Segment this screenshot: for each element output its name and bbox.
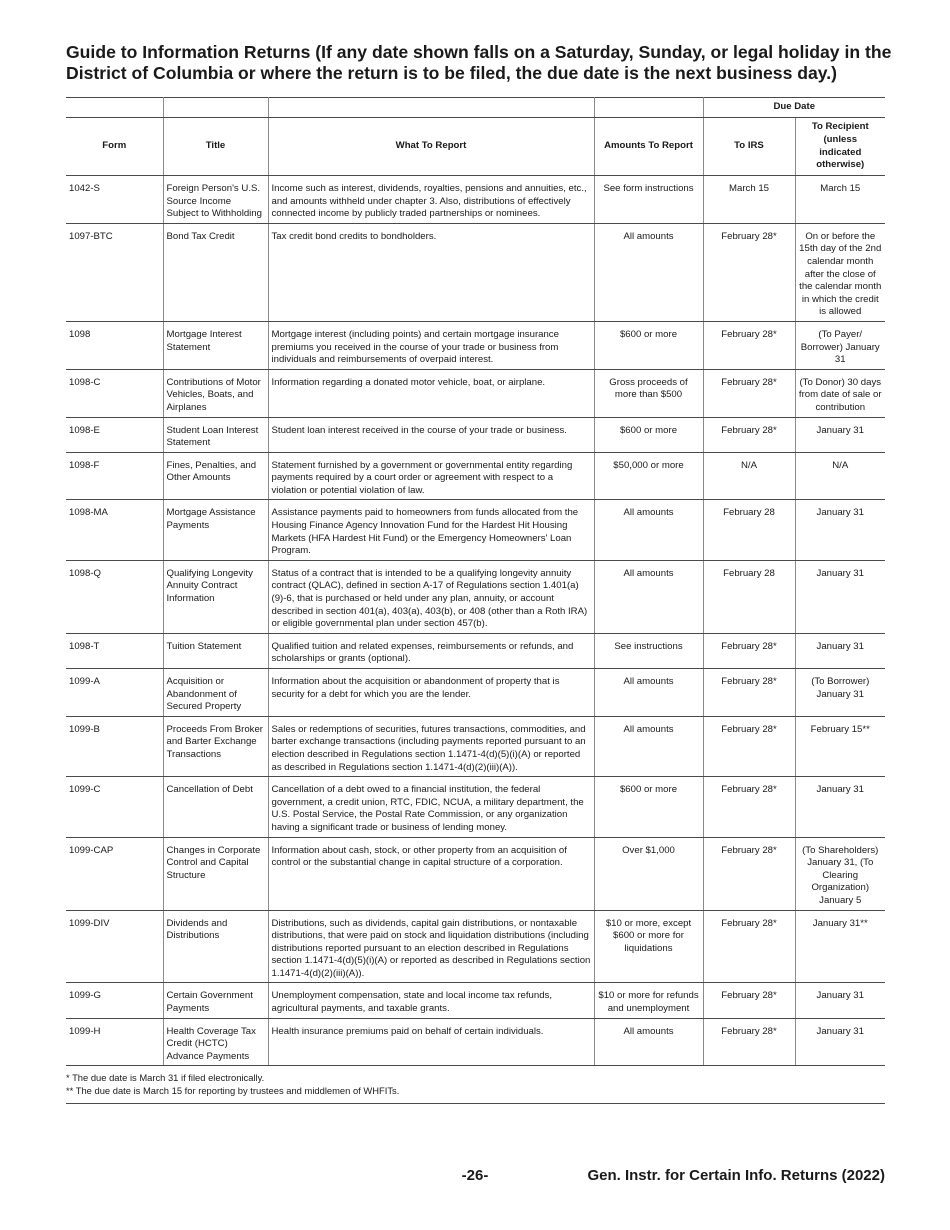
document-footer-title: Gen. Instr. for Certain Info. Returns (2022): [587, 1167, 885, 1184]
cell-form: 1098-T: [66, 633, 163, 668]
cell-due-to-irs: N/A: [703, 452, 795, 500]
table-row: [66, 560, 885, 633]
cell-amounts-to-report: $50,000 or more: [594, 452, 703, 500]
cell-form: 1097-BTC: [66, 223, 163, 321]
page-number: -26-: [461, 1167, 489, 1184]
table-row: [66, 910, 885, 983]
cell-due-to-irs: February 28*: [703, 837, 795, 910]
cell-amounts-to-report: See form instructions: [594, 176, 703, 224]
cell-what-to-report: Tax credit bond credits to bondholders.: [268, 223, 594, 321]
cell-title: Foreign Person's U.S. Source Income Subject to Withholding: [163, 176, 268, 224]
cell-form: 1099-A: [66, 669, 163, 717]
cell-due-to-irs: February 28*: [703, 777, 795, 837]
footnote-electronic-filing: * The due date is March 31 if filed electronically.: [66, 1072, 265, 1083]
cell-amounts-to-report: $10 or more for refunds and unemployment: [594, 983, 703, 1018]
column-header-what-to-report: What To Report: [268, 118, 594, 176]
cell-title: Qualifying Longevity Annuity Contract Information: [163, 560, 268, 633]
cell-amounts-to-report: $600 or more: [594, 321, 703, 369]
cell-what-to-report: Distributions, such as dividends, capital gain distributions, or nontaxable distributions, that were paid on stock and liquidation distributions (including distributions reported pursuant to an election described in Regulations section 1.1471-4(d)(5)(i)(A) or reported as described in Regulations section 1.1471-4(d)(2)(iii)(A)).: [268, 910, 594, 983]
cell-due-to-recipient: January 31: [795, 560, 885, 633]
cell-form: 1099-G: [66, 983, 163, 1018]
table-header-row: [66, 118, 885, 176]
cell-due-to-irs: February 28*: [703, 369, 795, 417]
cell-what-to-report: Information regarding a donated motor vehicle, boat, or airplane.: [268, 369, 594, 417]
cell-amounts-to-report: Gross proceeds of more than $500: [594, 369, 703, 417]
cell-due-to-recipient: (To Borrower) January 31: [795, 669, 885, 717]
cell-form: 1098: [66, 321, 163, 369]
cell-title: Student Loan Interest Statement: [163, 417, 268, 452]
column-header-amounts-to-report: Amounts To Report: [594, 118, 703, 176]
cell-amounts-to-report: Over $1,000: [594, 837, 703, 910]
cell-due-to-recipient: N/A: [795, 452, 885, 500]
cell-what-to-report: Status of a contract that is intended to be a qualifying longevity annuity contract (QLAC), defined in section A-17 of Regulations section 1.401(a)(9)-6, that is purchased or held under any plan, annuity, or account described in section 401(a), 403(a), 403(b), or 408 (other than a Roth IRA) or eligible governmental plan under section 457(b).: [268, 560, 594, 633]
cell-due-to-recipient: January 31: [795, 983, 885, 1018]
cell-form: 1098-MA: [66, 500, 163, 560]
cell-form: 1042-S: [66, 176, 163, 224]
cell-title: Health Coverage Tax Credit (HCTC) Advance Payments: [163, 1018, 268, 1066]
cell-due-to-recipient: February 15**: [795, 716, 885, 776]
footnote-whfit: ** The due date is March 15 for reporting by trustees and middlemen of WHFITs.: [66, 1085, 400, 1096]
cell-form: 1099-CAP: [66, 837, 163, 910]
cell-what-to-report: Cancellation of a debt owed to a financial institution, the federal government, a credit union, RTC, FDIC, NCUA, a military department, the U.S. Postal Service, the Postal Rate Commission, or any organization having a significant trade or business of lending money.: [268, 777, 594, 837]
cell-title: Bond Tax Credit: [163, 223, 268, 321]
cell-amounts-to-report: All amounts: [594, 716, 703, 776]
table-row: [66, 777, 885, 837]
table-row: [66, 417, 885, 452]
table-row: [66, 669, 885, 717]
footnote-divider: [66, 1103, 885, 1104]
cell-due-to-irs: February 28*: [703, 910, 795, 983]
cell-title: Acquisition or Abandonment of Secured Property: [163, 669, 268, 717]
table-row: [66, 500, 885, 560]
column-header-to-irs: To IRS: [703, 118, 795, 176]
cell-due-to-irs: February 28*: [703, 716, 795, 776]
cell-title: Tuition Statement: [163, 633, 268, 668]
table-row: [66, 1018, 885, 1066]
cell-form: 1099-B: [66, 716, 163, 776]
table-row: [66, 716, 885, 776]
table-row: [66, 452, 885, 500]
table-row: [66, 321, 885, 369]
cell-due-to-irs: February 28*: [703, 633, 795, 668]
table-row: [66, 176, 885, 224]
cell-title: Changes in Corporate Control and Capital Structure: [163, 837, 268, 910]
table-row: [66, 369, 885, 417]
cell-amounts-to-report: See instructions: [594, 633, 703, 668]
table-row: [66, 223, 885, 321]
cell-amounts-to-report: All amounts: [594, 1018, 703, 1066]
footnotes: [66, 1071, 885, 1097]
cell-title: Proceeds From Broker and Barter Exchange Transactions: [163, 716, 268, 776]
table-row: [66, 983, 885, 1018]
cell-amounts-to-report: All amounts: [594, 500, 703, 560]
cell-form: 1098-C: [66, 369, 163, 417]
cell-what-to-report: Student loan interest received in the course of your trade or business.: [268, 417, 594, 452]
cell-title: Certain Government Payments: [163, 983, 268, 1018]
cell-due-to-recipient: January 31: [795, 500, 885, 560]
cell-due-to-recipient: On or before the 15th day of the 2nd calendar month after the close of the calendar month in which the credit is allowed: [795, 223, 885, 321]
page-title: Guide to Information Returns (If any date shown falls on a Saturday, Sunday, or legal holiday in the District of Columbia or where the return is to be filed, the due date is the next business day.): [66, 42, 892, 83]
cell-amounts-to-report: All amounts: [594, 560, 703, 633]
cell-form: 1098-F: [66, 452, 163, 500]
table-row: [66, 633, 885, 668]
cell-due-to-recipient: January 31**: [795, 910, 885, 983]
table-body: [66, 176, 885, 1066]
information-returns-table: [66, 97, 885, 1066]
cell-amounts-to-report: $600 or more: [594, 417, 703, 452]
table-group-header-row: [66, 98, 885, 118]
cell-due-to-irs: February 28*: [703, 669, 795, 717]
due-date-group-header: Due Date: [703, 98, 885, 118]
cell-due-to-irs: February 28*: [703, 417, 795, 452]
cell-title: Cancellation of Debt: [163, 777, 268, 837]
cell-what-to-report: Information about cash, stock, or other property from an acquisition of control or the substantial change in capital structure of a corporation.: [268, 837, 594, 910]
column-header-to-recipient: To Recipient (unless indicated otherwise): [795, 118, 885, 176]
cell-what-to-report: Information about the acquisition or abandonment of property that is security for a debt for which you are the lender.: [268, 669, 594, 717]
cell-amounts-to-report: All amounts: [594, 669, 703, 717]
cell-title: Dividends and Distributions: [163, 910, 268, 983]
cell-due-to-irs: February 28*: [703, 321, 795, 369]
cell-what-to-report: Statement furnished by a government or governmental entity regarding payments required by a court order or agreement with respect to a violation or potential violation of law.: [268, 452, 594, 500]
cell-due-to-recipient: (To Shareholders) January 31, (To Clearing Organization) January 5: [795, 837, 885, 910]
cell-title: Mortgage Assistance Payments: [163, 500, 268, 560]
cell-title: Mortgage Interest Statement: [163, 321, 268, 369]
cell-what-to-report: Sales or redemptions of securities, futures transactions, commodities, and barter exchange transactions (including payments reported pursuant to an election described in Regulations section 1.1471-4(d)(5)(i)(A) or reported as described in Regulations section 1.1471-4(d)(2)(iii)(A)).: [268, 716, 594, 776]
cell-due-to-recipient: March 15: [795, 176, 885, 224]
cell-due-to-irs: February 28: [703, 560, 795, 633]
cell-due-to-irs: February 28*: [703, 1018, 795, 1066]
cell-amounts-to-report: All amounts: [594, 223, 703, 321]
cell-amounts-to-report: $10 or more, except $600 or more for liquidations: [594, 910, 703, 983]
cell-amounts-to-report: $600 or more: [594, 777, 703, 837]
cell-due-to-recipient: (To Payer/ Borrower) January 31: [795, 321, 885, 369]
cell-what-to-report: Assistance payments paid to homeowners from funds allocated from the Housing Finance Agency Innovation Fund for the Hardest Hit Housing Markets (HFA Hardest Hit Fund) or the Emergency Homeowners' Loan Program.: [268, 500, 594, 560]
cell-due-to-irs: March 15: [703, 176, 795, 224]
cell-due-to-irs: February 28: [703, 500, 795, 560]
cell-form: 1099-DIV: [66, 910, 163, 983]
column-header-form: Form: [66, 118, 163, 176]
cell-form: 1098-E: [66, 417, 163, 452]
cell-due-to-recipient: January 31: [795, 417, 885, 452]
column-header-title: Title: [163, 118, 268, 176]
cell-form: 1098-Q: [66, 560, 163, 633]
cell-what-to-report: Income such as interest, dividends, royalties, pensions and annuities, etc., and amounts withheld under chapter 3. Also, distributions of effectively connected income by publicly traded partnerships or nominees.: [268, 176, 594, 224]
cell-due-to-recipient: (To Donor) 30 days from date of sale or contribution: [795, 369, 885, 417]
cell-what-to-report: Qualified tuition and related expenses, reimbursements or refunds, and scholarships or grants (optional).: [268, 633, 594, 668]
cell-title: Fines, Penalties, and Other Amounts: [163, 452, 268, 500]
cell-form: 1099-C: [66, 777, 163, 837]
cell-form: 1099-H: [66, 1018, 163, 1066]
cell-what-to-report: Health insurance premiums paid on behalf of certain individuals.: [268, 1018, 594, 1066]
cell-due-to-irs: February 28*: [703, 983, 795, 1018]
cell-due-to-recipient: January 31: [795, 633, 885, 668]
cell-due-to-recipient: January 31: [795, 777, 885, 837]
cell-title: Contributions of Motor Vehicles, Boats, and Airplanes: [163, 369, 268, 417]
cell-what-to-report: Unemployment compensation, state and local income tax refunds, agricultural payments, and taxable grants.: [268, 983, 594, 1018]
cell-due-to-recipient: January 31: [795, 1018, 885, 1066]
cell-due-to-irs: February 28*: [703, 223, 795, 321]
cell-what-to-report: Mortgage interest (including points) and certain mortgage insurance premiums you received in the course of your trade or business from individuals and reimbursements of overpaid interest.: [268, 321, 594, 369]
table-row: [66, 837, 885, 910]
